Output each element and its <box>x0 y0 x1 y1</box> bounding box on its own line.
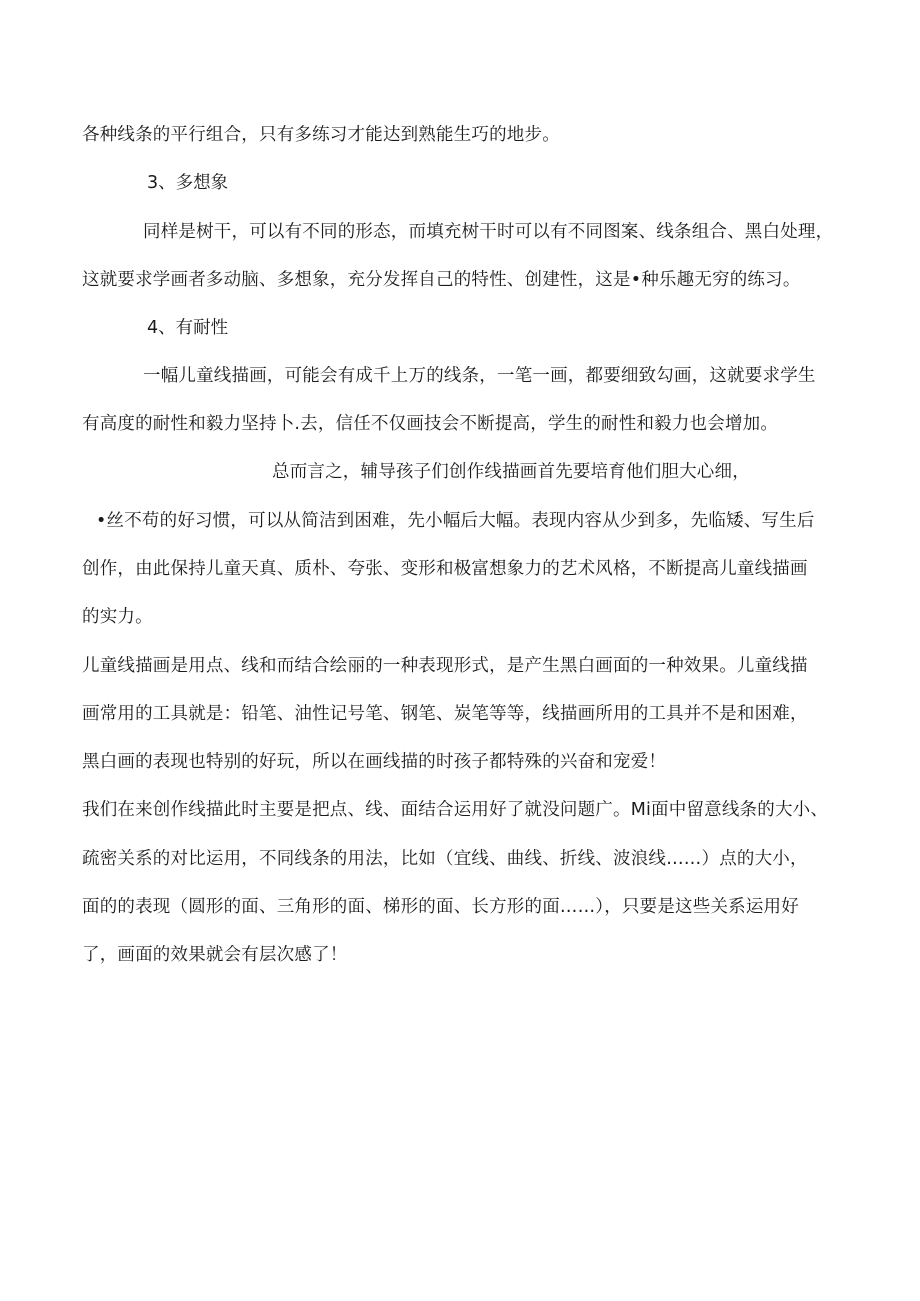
text-line: 黑白画的表现也特别的好玩，所以在画线描的时孩子都特殊的兴奋和宠爱！ <box>82 752 667 772</box>
text-line: 这就要求学画者多动脑、多想象，充分发挥自己的特性、创建性，这是•种乐趣无穷的练习。 <box>82 270 801 290</box>
text-line: 创作，由此保持儿童天真、质朴、夸张、变形和极富想象力的艺术风格，不断提高儿童线描画 <box>82 559 808 579</box>
text-line: •丝不苟的好习惯，可以从简洁到困难，先小幅后大幅。表现内容从少到多，先临矮、写生后 <box>96 511 815 531</box>
text-line: 有高度的耐性和毅力坚持卜.去，信任不仅画技会不断提高，学生的耐性和毅力也会增加。 <box>82 414 779 434</box>
text-line: 一幅儿童线描画，可能会有成千上万的线条，一笔一画，都要细致勾画，这就要求学生 <box>143 366 816 386</box>
text-line: 了，画面的效果就会有层次感了！ <box>82 945 348 965</box>
text-line: 各种线条的平行组合，只有多练习才能达到熟能生巧的地步。 <box>82 125 560 145</box>
text-line: 儿童线描画是用点、线和而结合绘丽的一种表现形式，是产生黑白画面的一种效果。儿童线描 <box>82 656 808 676</box>
text-line: 疏密关系的对比运用，不同线条的用法，比如（宜线、曲线、折线、波浪线……）点的大小， <box>82 849 808 869</box>
section-heading: 3、多想象 <box>147 173 229 193</box>
text-line: 画常用的工具就是：铅笔、油性记号笔、钢笔、炭笔等等，线描画所用的工具并不是和困难， <box>82 704 808 724</box>
text-line: 面的的表现（圆形的面、三角形的面、梯形的面、长方形的面……），只要是这些关系运用好 <box>82 897 799 917</box>
text-line: 我们在来创作线描此时主要是把点、线、面结合运用好了就没问题广。Mi面中留意线条的大小、 <box>82 800 829 820</box>
text-line: 同样是树干，可以有不同的形态，而填充树干时可以有不同图案、线条组合、黑白处理， <box>143 222 834 242</box>
text-line: 总而言之，辅导孩子们创作线描画首先要培育他们胆大心细， <box>272 462 750 482</box>
text-line: 的实力。 <box>82 607 153 627</box>
section-heading: 4、有耐性 <box>147 318 229 338</box>
